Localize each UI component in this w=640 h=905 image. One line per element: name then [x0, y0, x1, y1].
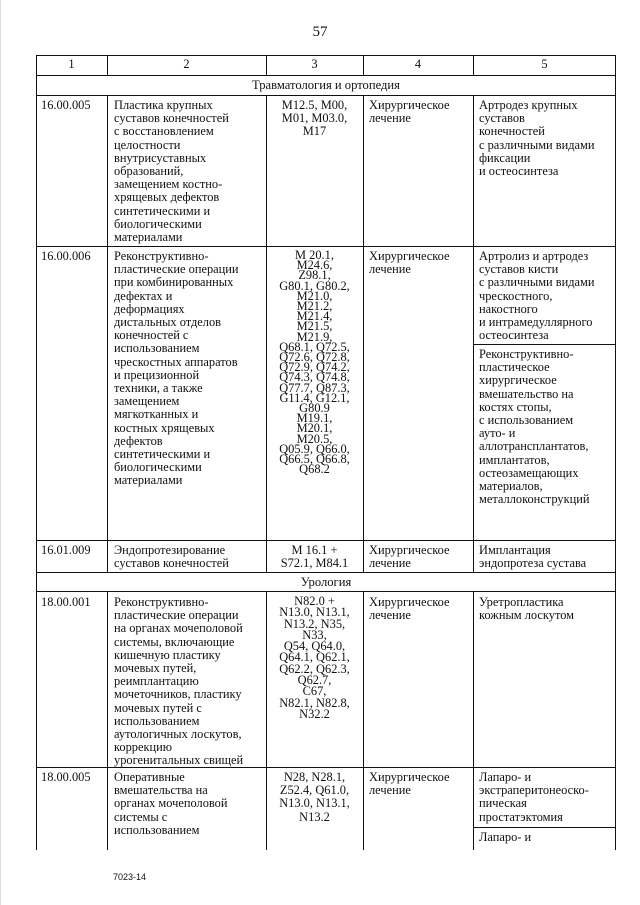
- page-number: 57: [312, 24, 328, 40]
- row-type: Хирургическое лечение: [369, 770, 450, 798]
- rule-row-2: [36, 540, 616, 541]
- row-name: Пластика крупных суставов конечностей с восстановлением целостности внутрисуставных образований, замещением костно- хрящевых дефектов синтетическими и биологическими материалами: [114, 98, 229, 245]
- row-type: Хирургическое лечение: [369, 543, 450, 571]
- rule-header: [36, 75, 616, 76]
- row-type: Хирургическое лечение: [369, 98, 450, 126]
- row-method: Реконструктивно- пластическое хирургическое вмешательство на костях стопы, с использованием ауто- и аллотрансплантатов, имплантатов, остеозамещающих материалов, металлоконструкций: [479, 347, 590, 507]
- rule-row-3: [36, 572, 616, 573]
- row-method: Артролиз и артродез суставов кисти с различными видами чрескостного, накостного и интрамедуллярного остеосинтеза: [479, 249, 595, 343]
- rule-row-1: [36, 246, 616, 247]
- section-title: Травматология и ортопедия: [252, 78, 400, 92]
- rule-col-1c: [107, 591, 108, 850]
- row-name: Реконструктивно- пластические операции при комбинированных дефектах и деформациях дистальных отделов конечностей с использованием чрескостных аппаратов и прецизионной техники, а также замещением мягкотканных и костных хрящевых дефектов синтетическими и биологическими материалами: [114, 249, 239, 488]
- row-code: 18.00.005: [41, 770, 91, 784]
- col-header-4: 4: [414, 57, 422, 71]
- row-code: 16.00.006: [41, 249, 91, 263]
- row-code: 16.01.009: [41, 543, 91, 557]
- col-header-2: 2: [183, 57, 190, 71]
- rule-left: [36, 55, 37, 850]
- rule-col-3c: [363, 591, 364, 850]
- section-title: Урология: [300, 575, 352, 589]
- footer-code: 7023-14: [113, 872, 147, 882]
- rule-right: [615, 55, 616, 850]
- row-name: Реконструктивно- пластические операции на органах мочеполовой системы, включающие кишечную пластику мочевых путей, реимплантацию мочеточников, пластику мочевых путей с использованием аутологичных лоскутов, коррекцию урогенитальных свищей: [114, 595, 244, 768]
- row-icd: M 20.1, M24.6, Z98.1, G80.1, G80.2, M21.0, M21.2, M21.4, M21.5, M21.9, Q68.1, Q72.5, Q72.6, Q72.8, Q72.9, Q74.2, Q74.3, Q74.8, Q77.7, Q87.3, G11.4, G12.1, G80.9 M19.1, M20.1, M20.5, Q05.9, Q66.0, Q66.5, Q66.8, Q68.2: [279, 248, 350, 477]
- rule-col-3b: [363, 95, 364, 572]
- rule-col-4c: [473, 591, 474, 850]
- row-icd: M12.5, M00, M01, M03.0, M17: [281, 98, 348, 139]
- row-type: Хирургическое лечение: [369, 595, 450, 623]
- rule-method-split: [473, 344, 616, 345]
- rule-section-1: [36, 95, 616, 96]
- row-icd: M 16.1 + S72.1, M84.1: [280, 543, 349, 571]
- rule-col-1b: [107, 95, 108, 572]
- col-header-1: 1: [68, 57, 75, 71]
- row-method: Имплантация эндопротеза сустава: [479, 543, 587, 571]
- row-method: Лапаро- и: [479, 830, 532, 844]
- rule-section-2: [36, 591, 616, 592]
- row-method: Уретропластика кожным лоскутом: [479, 595, 575, 623]
- col-header-5: 5: [541, 57, 548, 71]
- row-method: Лапаро- и экстраперитонеоско- пическая простатэктомия: [479, 770, 589, 824]
- row-type: Хирургическое лечение: [369, 249, 450, 277]
- rule-top: [36, 55, 616, 56]
- row-icd: N82.0 + N13.0, N13.1, N13.2, N35, N33, Q54, Q64.0, Q64.1, Q62.1, Q62.2, Q62.3, Q62.7, C67, N82.1, N82.8, N32.2: [279, 594, 350, 721]
- rule-method-split-2: [473, 827, 616, 828]
- col-header-3: 3: [311, 57, 318, 71]
- row-name: Оперативные вмешательства на органах мочеполовой системы с использованием: [114, 770, 228, 837]
- row-icd: N28, N28.1, Z52.4, Q61.0, N13.0, N13.1, N13.2: [279, 770, 350, 824]
- row-method: Артродез крупных суставов конечностей с различными видами фиксации и остеосинтеза: [479, 98, 595, 179]
- rule-col-4b: [473, 95, 474, 572]
- row-name: Эндопротезирование суставов конечностей: [114, 543, 229, 571]
- row-code: 18.00.001: [41, 595, 91, 609]
- procedures-table: [36, 55, 616, 850]
- row-code: 16.00.005: [41, 98, 91, 112]
- scan-edge: [0, 0, 1, 905]
